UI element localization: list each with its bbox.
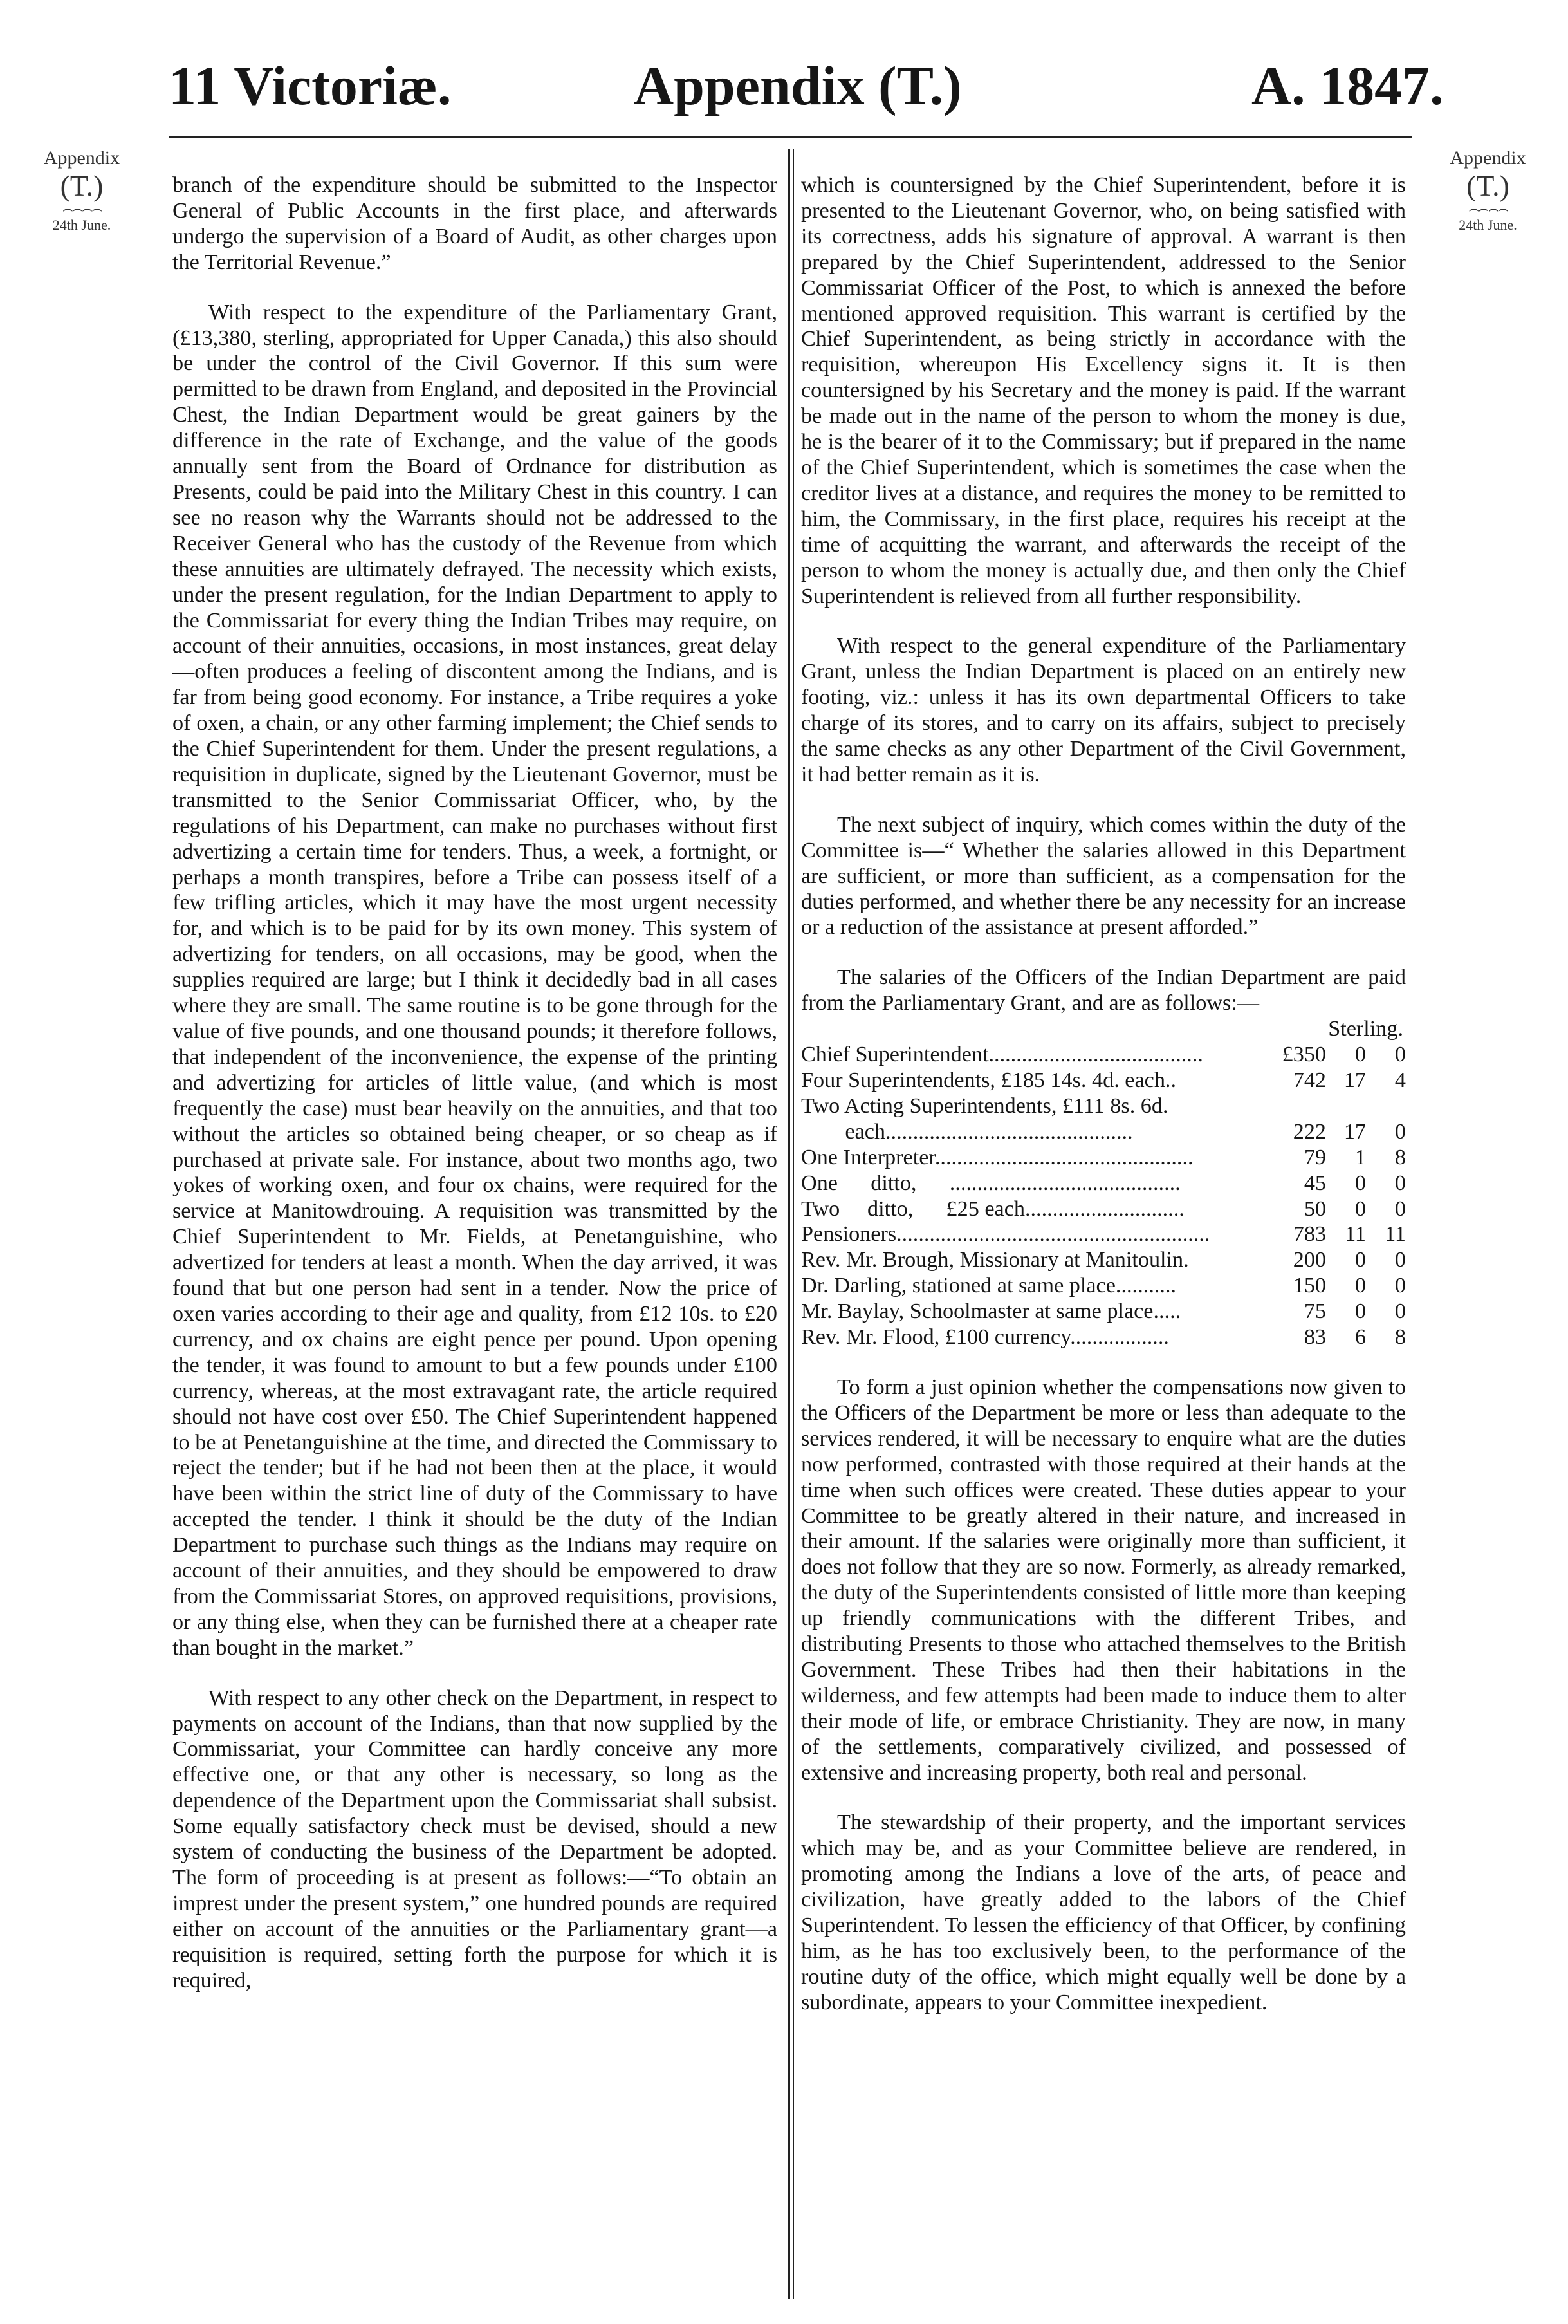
salary-item: Two ditto, £25 each............................. xyxy=(801,1196,1185,1221)
salary-item: Dr. Darling, stationed at same place........... xyxy=(801,1274,1176,1298)
header-title: Appendix (T.) xyxy=(634,55,962,116)
salary-shillings: 17 xyxy=(1343,1119,1366,1144)
paragraph: The salaries of the Officers of the Indian Department are paid from the Parliamentary Grant, and are as follows:— xyxy=(801,965,1406,1016)
salary-row xyxy=(801,1299,1406,1325)
salary-item: Four Superintendents, £185 14s. 4d. each.. xyxy=(801,1068,1177,1092)
salary-shillings: 0 xyxy=(1354,1171,1366,1195)
salary-row xyxy=(801,1325,1406,1350)
salary-pence: 8 xyxy=(1394,1145,1406,1169)
salary-row xyxy=(801,1093,1406,1119)
margin-appendix-label: Appendix xyxy=(1450,147,1526,169)
salary-pence: 4 xyxy=(1394,1068,1406,1092)
column-divider xyxy=(788,149,790,2299)
salary-pence: 0 xyxy=(1394,1248,1406,1272)
salary-shillings: 0 xyxy=(1354,1196,1366,1221)
salary-pence: 0 xyxy=(1394,1171,1406,1195)
header-rule xyxy=(169,136,1412,138)
salary-shillings: 1 xyxy=(1354,1145,1366,1169)
salary-row xyxy=(801,1068,1406,1093)
paragraph: With respect to the expenditure of the Parliamentary Grant, (£13,380, sterling, appropriated for Upper Canada,) this also should be under the control of the Civil Governor. If this sum were permitted to be drawn from England, and deposited in the Provincial Chest, the Indian Department would be great gainers by the difference in the rate of Exchange, and the value of the goods annually sent from the Board of Ordnance for distribution as Presents, could be paid into the Military Chest in this country. I can see no reason why the Warrants should not be addressed to the Receiver General who has the custody of the Revenue from which these annuities are ultimately defrayed. The necessity which exists, under the present regulation, for the Indian Department to apply to the Commissariat for every thing the Indian Tribes may require, on account of their annuities, occasions, in most instances, great delay—often produces a feeling of discontent among the Indians, and is far from being good economy. For instance, a Tribe requires a yoke of oxen, a chain, or any other farming implement; the Chief sends to the Chief Superintendent for them. Under the present regulations, a requisition in duplicate, signed by the Lieutenant Governor, must be transmitted to the Senior Commissariat Officer, who, by the regulations of his Department, can make no purchases without first advertizing a certain time for tenders. Thus, a week, a fortnight, or perhaps a month transpires, before a Tribe can possess itself of a few trifling articles, which it may have the most urgent necessity for, and which is to be paid for by its own money. This system of advertizing for tenders, on all occasions, may be good, when the supplies required are large; but I think it decidedly bad in all cases where they are small. The same routine is to be gone through for the value of five pounds, and one thousand pounds; it therefore follows, that independent of the inconvenience, the expense of the printing and advertizing for articles of little value, (and which is most frequently the case) must bear heavily on the annuities, and that too without the articles so obtained being cheaper, or so cheap as if purchased at private sale. For instance, about two months ago, two yokes of working oxen, and four ox chains, were required for the service at Manitowdrouing. A requisition was transmitted by the Chief Superintendent to Mr. Fields, at Penetanguishine, who advertized for tenders at least a month. When the day arrived, it was found that but one person had sent in a tender. Now the price of oxen varies according to their age and quality, from £12 10s. to £20 currency, and ox chains are eight pence per pound. Upon opening the tender, it was found to amount to but a few pounds under £100 currency, whereas, at the most extravagant rate, the article required should not have cost over £50. The Chief Superintendent happened to be at Penetanguishine at the time, and directed the Commissary to reject the tender; but if he had not been then at the place, it would have been within the strict line of duty of the Commissary to have accepted the tender. I think it should be the duty of the Indian Department to purchase such things as the Indians may require on account of their annuities, and they should be empowered to draw from the Commissariat Stores, on approved requisitions, provisions, or any thing else, when they can be furnished there at a cheaper rate than bought in the market.” xyxy=(172,300,777,1660)
salary-row xyxy=(801,1273,1406,1299)
salary-row xyxy=(801,1145,1406,1171)
salary-row xyxy=(801,1042,1406,1068)
salary-pounds: 83 xyxy=(1304,1325,1326,1350)
salary-pence: 0 xyxy=(1394,1299,1406,1324)
paragraph: The stewardship of their property, and the important services which may be, and as your Committee believe are rendered, in promoting among the Indians a love of the arts, of peace and civilization, have greatly added to the labors of the Chief Superintendent. To lessen the efficiency of that Officer, by confining him, as he has too exclusively been, to the performance of the routine duty of the office, which might equally well be done by a subordinate, appears to your Committee inexpedient. xyxy=(801,1810,1406,2014)
salary-item: each............................................. xyxy=(801,1119,1133,1144)
margin-date: 24th June. xyxy=(1459,217,1517,233)
salary-pounds: 150 xyxy=(1293,1274,1326,1298)
salary-pence: 0 xyxy=(1394,1043,1406,1067)
right-column xyxy=(801,172,1406,2016)
salary-pounds: 50 xyxy=(1304,1196,1326,1221)
salary-item: Rev. Mr. Flood, £100 currency.................. xyxy=(801,1325,1169,1350)
salary-pence: 0 xyxy=(1394,1196,1406,1221)
salary-pounds: 75 xyxy=(1304,1299,1326,1324)
margin-brace: ⌢⌢⌢⌢ xyxy=(1468,200,1508,218)
paragraph: branch of the expenditure should be submitted to the Inspector General of Public Accounts in the first place, and afterwards undergo the supervision of a Board of Audit, as other charges upon the Territorial Revenue.” xyxy=(172,173,777,274)
salary-shillings: 11 xyxy=(1345,1222,1366,1247)
paragraph: With respect to any other check on the Department, in respect to payments on account of the Indians, than that now supplied by the Commissariat, your Committee can hardly conceive any more effective one, or that any other is necessary, so long as the dependence of the Department upon the Commissariat shall subsist. Some equally satisfactory check must be devised, should a new system of conducting the business of the Department be adopted. The form of proceeding is at present as follows:—“To obtain an imprest under the present system,” one hundred pounds are required either on account of the annuities or the Parliamentary grant—a requisition is required, setting forth the purpose for which it is required, xyxy=(172,1686,777,1993)
salary-row xyxy=(801,1171,1406,1196)
margin-date: 24th June. xyxy=(52,217,111,233)
salary-item: Two Acting Superintendents, £111 8s. 6d. xyxy=(801,1093,1168,1118)
salary-item: Rev. Mr. Brough, Missionary at Manitoulin. xyxy=(801,1248,1189,1272)
margin-note-right xyxy=(1416,147,1560,234)
salary-shillings: 6 xyxy=(1354,1325,1366,1350)
left-column xyxy=(172,172,777,1994)
salary-table xyxy=(801,1016,1406,1350)
salary-pounds: 200 xyxy=(1293,1248,1326,1272)
salary-item: Pensioners......................................................... xyxy=(801,1222,1210,1247)
salary-pence: 0 xyxy=(1394,1274,1406,1298)
salary-pence: 11 xyxy=(1385,1222,1406,1247)
salary-pounds: 783 xyxy=(1293,1222,1326,1247)
salary-header-row xyxy=(801,1016,1406,1042)
salary-item: Mr. Baylay, Schoolmaster at same place..... xyxy=(801,1299,1181,1324)
margin-brace: ⌢⌢⌢⌢ xyxy=(62,200,102,218)
salary-pounds: £350 xyxy=(1282,1043,1326,1067)
margin-appendix-ref: (T.) xyxy=(1466,169,1509,202)
salary-row xyxy=(801,1247,1406,1273)
salary-row xyxy=(801,1119,1406,1145)
column-divider-inner xyxy=(793,149,794,2299)
sterling-heading: Sterling. xyxy=(1328,1017,1403,1041)
salary-shillings: 0 xyxy=(1354,1043,1366,1067)
paragraph: which is countersigned by the Chief Superintendent, before it is presented to the Lieutenant Governor, who, on being satisfied with its correctness, adds his signature of approval. A warrant is then prepared by the Chief Superintendent, addressed to the Senior Commissariat Officer of the Post, to which is annexed the before mentioned approved requisition. This warrant is certified by the Chief Superintendent, as being strictly in accordance with the requisition, whereupon His Excellency signs it. It is then countersigned by his Secretary and the money is paid. If the warrant be made out in the name of the person to whom the money is due, he is the bearer of it to the Commissary; but if prepared in the name of the Chief Superintendent, which is sometimes the case when the creditor lives at a distance, and requires the money to be remitted to him, the Commissary, in the first place, requires his receipt at the time of acquitting the warrant, and afterwards the receipt of the person to whom the money is actually due, and then only the Chief Superintendent is relieved from all further responsibility. xyxy=(801,173,1406,608)
salary-pounds: 742 xyxy=(1293,1068,1326,1092)
salary-item: One ditto, .......................................... xyxy=(801,1171,1181,1195)
salary-shillings: 17 xyxy=(1343,1068,1366,1092)
salary-shillings: 0 xyxy=(1354,1274,1366,1298)
salary-row xyxy=(801,1222,1406,1247)
header-year: A. 1847. xyxy=(1251,55,1444,116)
margin-appendix-label: Appendix xyxy=(43,147,120,169)
salary-item: Chief Superintendent....................................... xyxy=(801,1043,1203,1067)
salary-item: One Interpreter............................................... xyxy=(801,1145,1194,1169)
paragraph: The next subject of inquiry, which comes within the duty of the Committee is—“ Whether the salaries allowed in this Department are sufficient, or more than sufficient, as a compensation for the duties performed, and whether there be any necessity for an increase or a reduction of the assistance at present afforded.” xyxy=(801,812,1406,940)
header-session: 11 Victoriæ. xyxy=(169,55,452,116)
salary-pence: 8 xyxy=(1394,1325,1406,1350)
salary-shillings: 0 xyxy=(1354,1299,1366,1324)
salary-row xyxy=(801,1196,1406,1222)
margin-appendix-ref: (T.) xyxy=(60,169,104,202)
paragraph: To form a just opinion whether the compensations now given to the Officers of the Department be more or less than adequate to the services rendered, it will be necessary to enquire what are the duties now performed, contrasted with those required at their hands at the time when such offices were created. These duties appear to your Committee to be greatly altered in their nature, and increased in their amount. If the salaries were originally more than sufficient, it does not follow that they are so now. Formerly, as already remarked, the duty of the Superintendents consisted of little more than keeping up friendly communications with the different Tribes, and distributing Presents to those who attached themselves to the British Government. These Tribes had then their habitations in the wilderness, and few attempts had been made to induce them to alter their mode of life, or embrace Christianity. They are now, in many of the settlements, comparatively civilized, and possessed of extensive and increasing property, both real and personal. xyxy=(801,1375,1406,1785)
paragraph: With respect to the general expenditure of the Parliamentary Grant, unless the Indian Department is placed on an entirely new footing, viz.: unless it has its own departmental Officers to take charge of its stores, and to carry on its affairs, subject to precisely the same checks as any other Department of the Civil Government, it had better remain as it is. xyxy=(801,634,1406,786)
salary-shillings: 0 xyxy=(1354,1248,1366,1272)
salary-pounds: 45 xyxy=(1304,1171,1326,1195)
salary-pounds: 79 xyxy=(1304,1145,1326,1169)
margin-note-left xyxy=(8,147,156,234)
salary-pence: 0 xyxy=(1394,1119,1406,1144)
salary-pounds: 222 xyxy=(1293,1119,1326,1144)
